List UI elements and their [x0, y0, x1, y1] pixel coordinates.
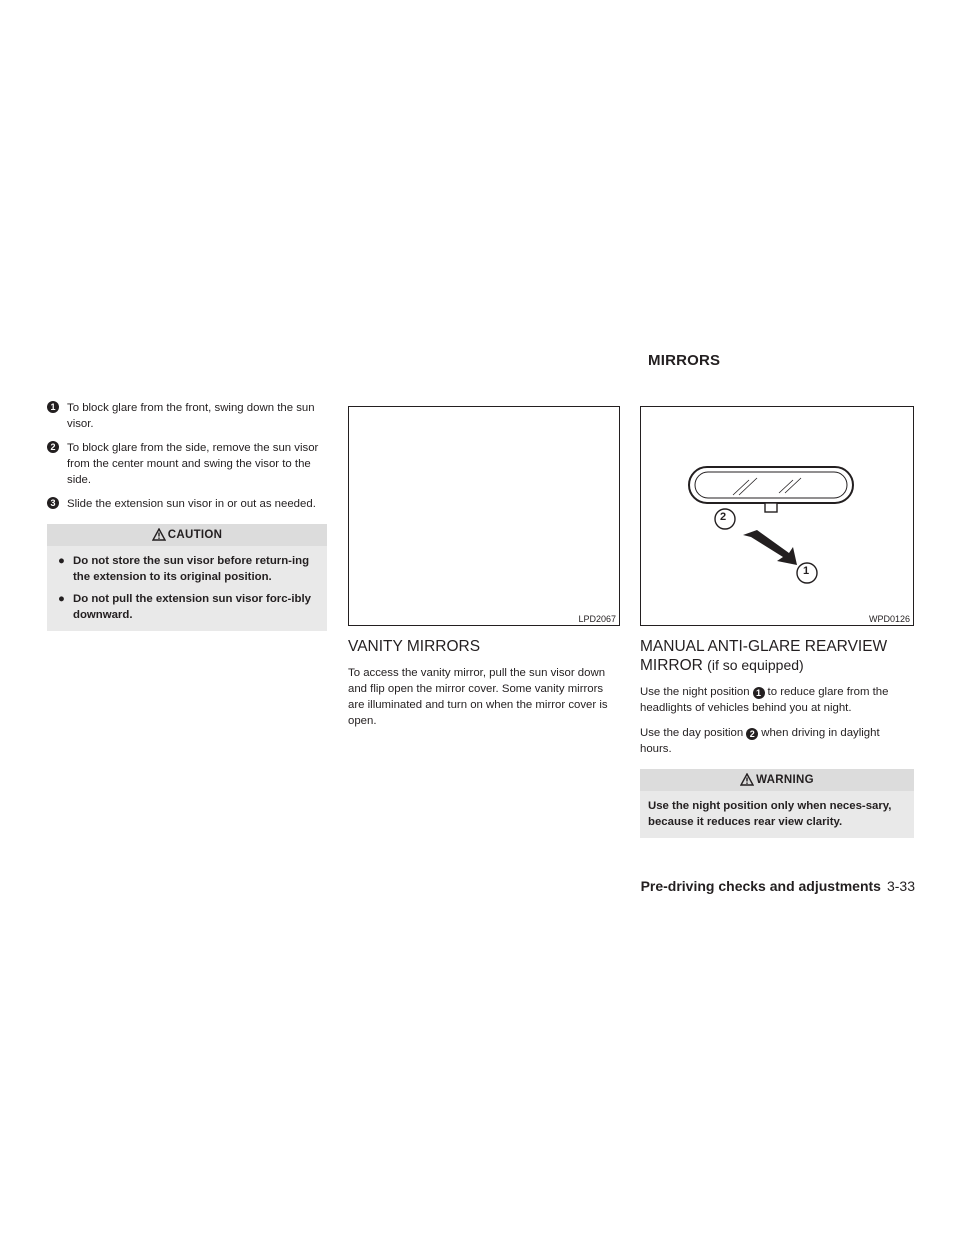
- step-3: [47, 496, 327, 512]
- step-text-1: To block glare from the front, swing down the sun visor.: [67, 402, 315, 430]
- figure-label-2: 2: [720, 511, 727, 523]
- heading-qualifier: (if so equipped): [707, 657, 804, 673]
- figure-code: LPD2067: [578, 614, 616, 624]
- rearview-mirror-heading: [640, 638, 914, 675]
- night-position-paragraph: [640, 684, 914, 716]
- bullet-dot: ●: [58, 593, 65, 605]
- para-text: to reduce glare from the headlights of vehicles behind you at night.: [640, 686, 889, 714]
- step-number-2: 2: [47, 441, 59, 453]
- warning-triangle-icon: [152, 527, 166, 549]
- warning-header: [640, 769, 914, 791]
- caution-title: CAUTION: [167, 529, 223, 541]
- step-number-1: 1: [47, 401, 59, 413]
- column-rearview-mirror: [640, 406, 914, 838]
- footer-section: Pre-driving checks and adjustments: [640, 878, 881, 894]
- column-sun-visor: [47, 400, 327, 631]
- heading-line-2: MIRROR: [640, 657, 703, 674]
- position-number-2: 2: [746, 728, 758, 740]
- warning-title: WARNING: [756, 774, 814, 786]
- heading-line-1: MANUAL ANTI-GLARE REARVIEW: [640, 638, 888, 655]
- figure-code: WPD0126: [868, 614, 910, 624]
- rearview-mirror-figure: [640, 406, 914, 626]
- warning-body: Use the night position only when neces-sary, because it reduces rear view clarity.: [640, 791, 914, 838]
- caution-bullet-text: Do not pull the extension sun visor forc-ibly downward.: [73, 593, 311, 621]
- page-number: 3-33: [886, 878, 915, 894]
- page-footer: [641, 878, 915, 894]
- step-1: [47, 400, 327, 432]
- bullet-dot: ●: [58, 555, 65, 567]
- caution-bullet: [55, 554, 319, 585]
- position-number-1: 1: [753, 687, 765, 699]
- caution-bullet: [55, 592, 319, 623]
- column-vanity-mirrors: [348, 406, 620, 738]
- rearview-mirror-illustration: [641, 407, 913, 625]
- caution-bullet-text: Do not store the sun visor before return-ing the extension to its original position.: [73, 555, 310, 583]
- step-number-3: 3: [47, 497, 59, 509]
- para-text: Use the night position: [640, 686, 750, 698]
- day-position-paragraph: [640, 725, 914, 757]
- vanity-mirror-figure: [348, 406, 620, 626]
- step-text-2: To block glare from the side, remove the sun visor from the center mount and swing the visor to the side.: [67, 442, 319, 486]
- section-title: MIRRORS: [648, 352, 721, 369]
- para-text: when driving in daylight hours.: [640, 727, 880, 755]
- caution-header: [47, 524, 327, 546]
- step-2: [47, 440, 327, 488]
- vanity-mirrors-body: To access the vanity mirror, pull the sun visor down and flip open the mirror cover. Some vanity mirrors are illuminated and turn on when the mirror cover is open.: [348, 667, 608, 727]
- figure-label-1: 1: [803, 565, 810, 577]
- step-text-3: Slide the extension sun visor in or out as needed.: [67, 498, 316, 510]
- warning-triangle-icon: [740, 772, 754, 794]
- vanity-mirrors-heading: VANITY MIRRORS: [348, 638, 481, 655]
- caution-body: [47, 546, 327, 631]
- para-text: Use the day position: [640, 727, 744, 739]
